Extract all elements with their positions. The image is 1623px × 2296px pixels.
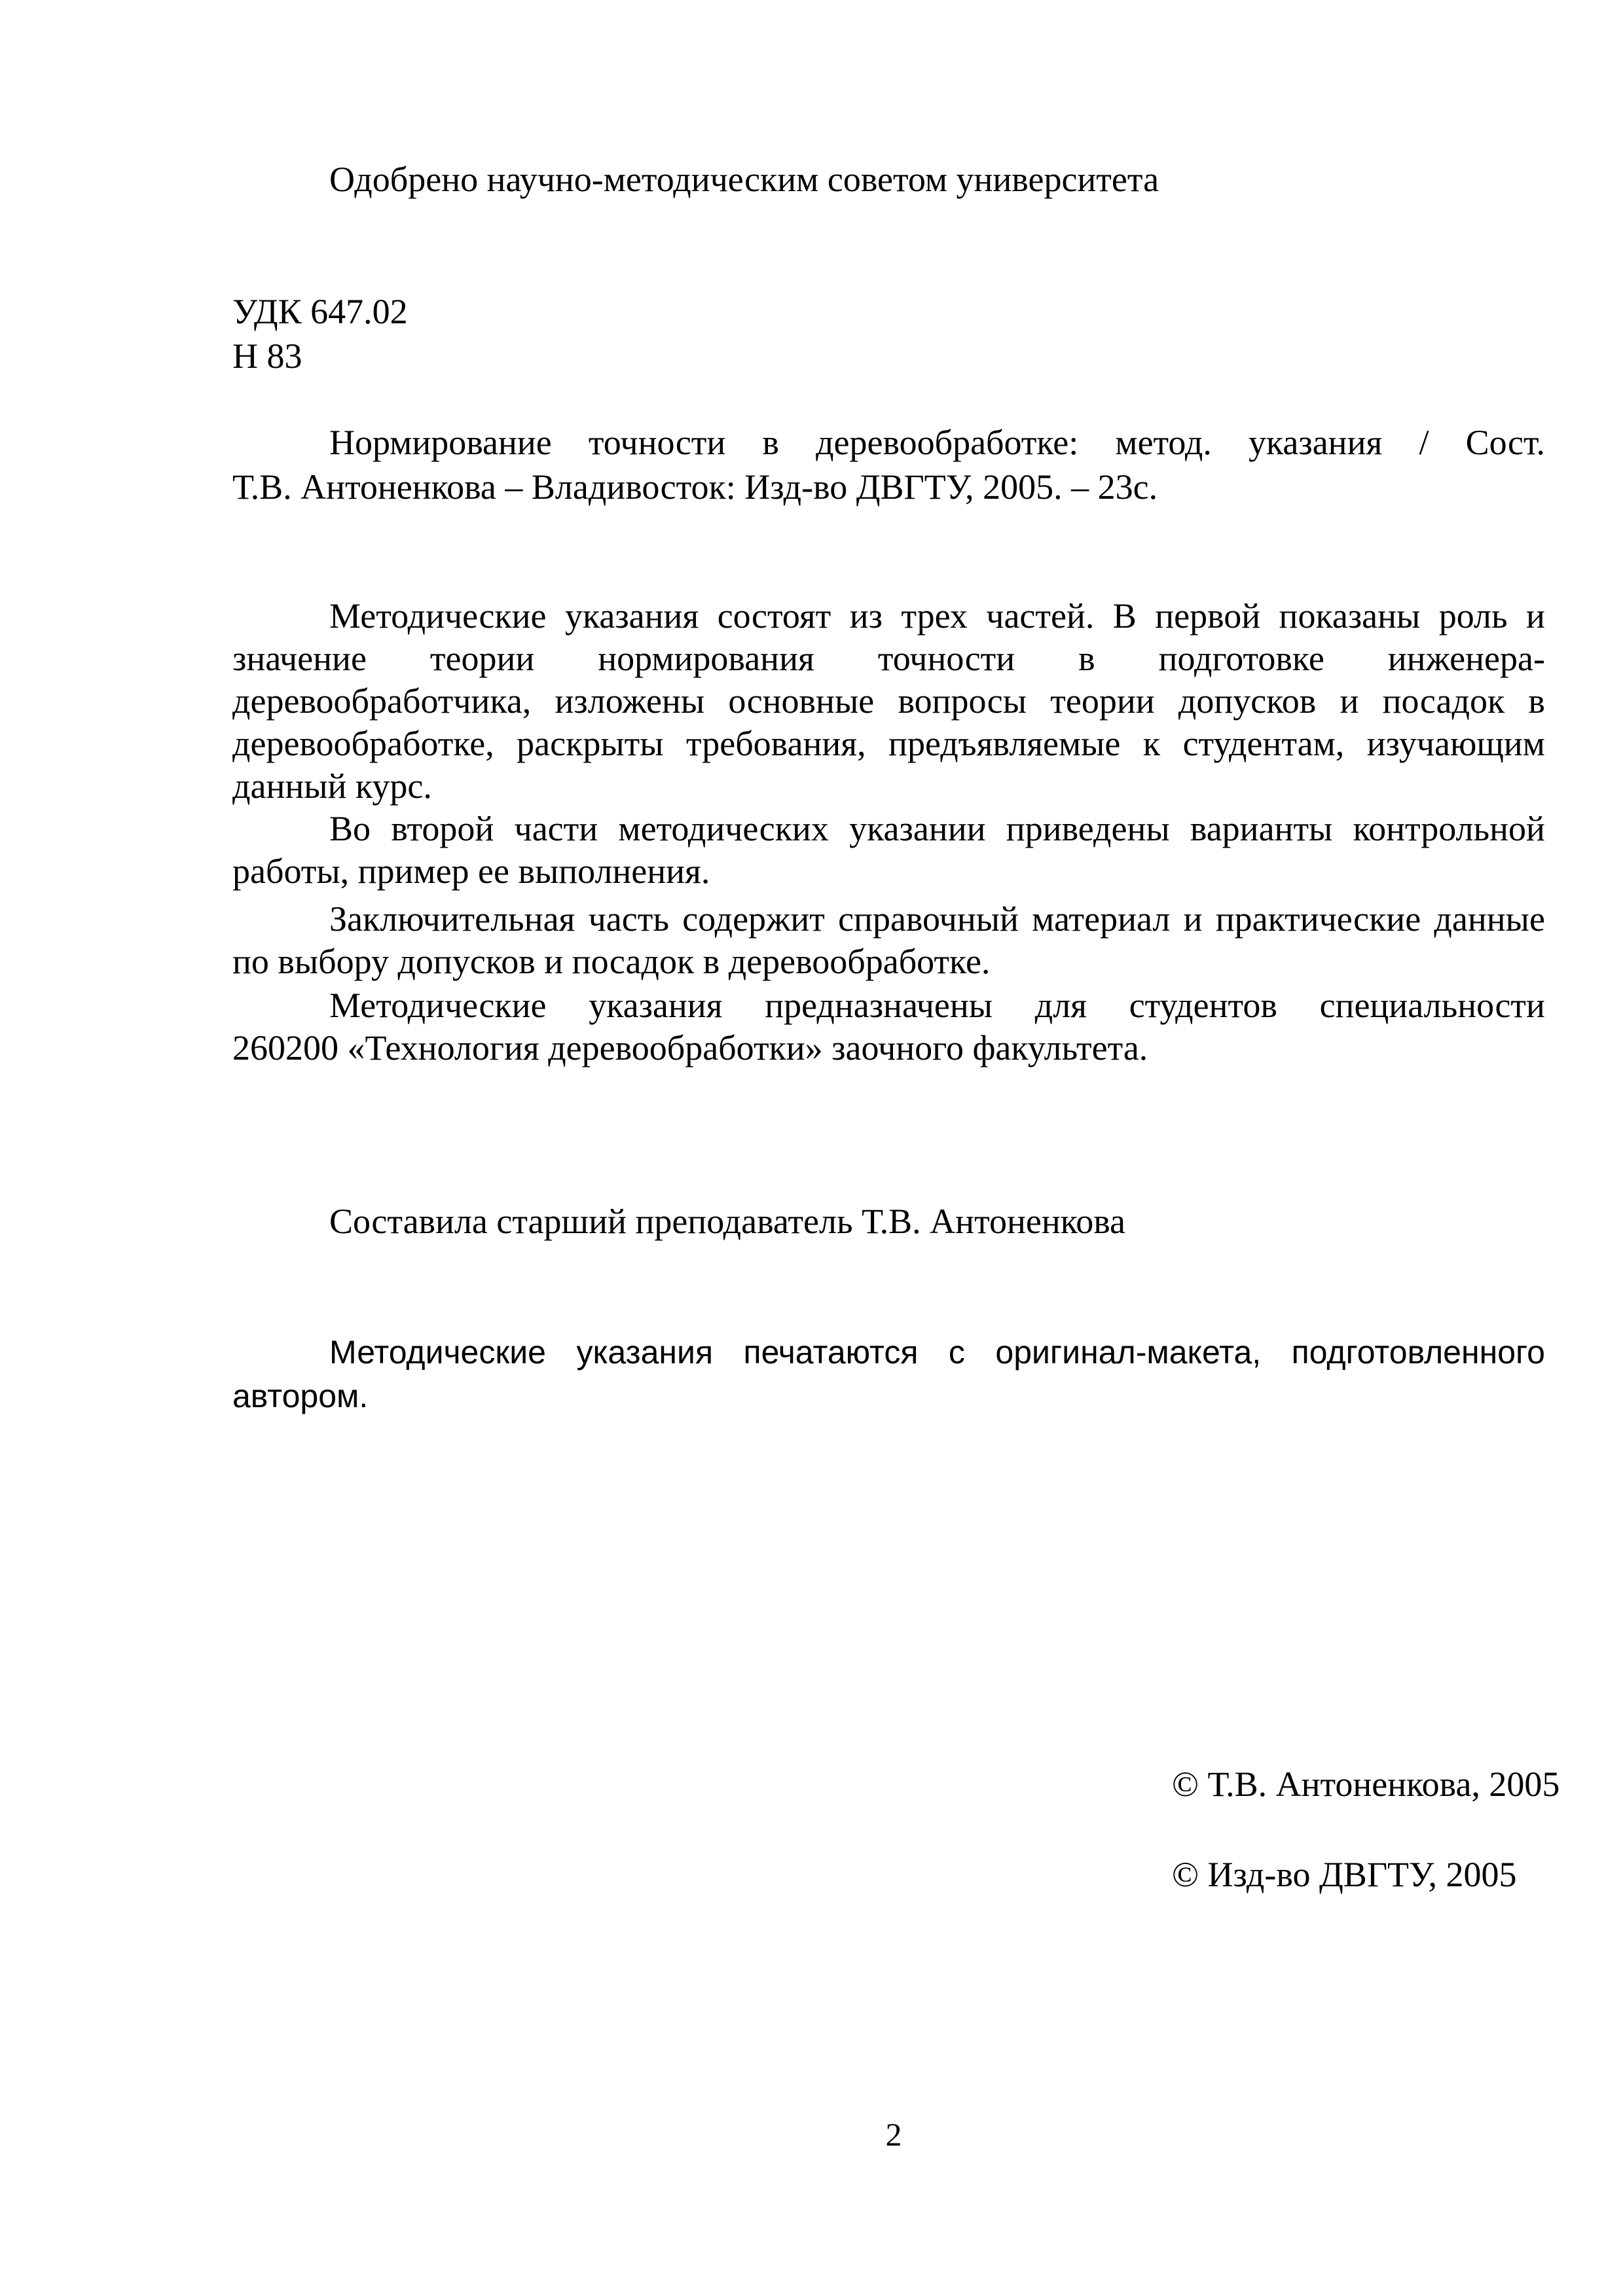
word: трех (901, 596, 968, 636)
word: инженера- (1387, 639, 1545, 678)
abstract-p1-line-5: данный курс. (232, 766, 432, 806)
word: подготовке (1158, 639, 1324, 678)
word: оригинал-макета, (995, 1334, 1262, 1371)
page-number: 2 (885, 2116, 902, 2153)
word: указании (849, 809, 986, 848)
word: варианты (1190, 809, 1333, 848)
word: первой (1155, 596, 1261, 636)
word: практические (1215, 899, 1421, 939)
abstract-p3-line-1 (329, 895, 1545, 942)
approval-line: Одобрено научно-методическим советом университета (329, 160, 1159, 199)
word: студентов (1129, 986, 1277, 1025)
word: Методические (329, 1334, 546, 1371)
word: для (1034, 986, 1087, 1025)
word: роль (1438, 596, 1508, 636)
author-mark: Н 83 (232, 336, 302, 376)
word: в (1528, 681, 1545, 721)
word: / (1419, 423, 1429, 462)
word: и (1183, 899, 1203, 939)
word: студентам, (1182, 724, 1345, 763)
word: части (514, 809, 598, 848)
word: предъявляемые (888, 724, 1121, 763)
abstract-p1-line-4 (232, 720, 1545, 767)
word: деревообработке, (232, 724, 494, 763)
word: содержит (682, 899, 825, 939)
word: данные (1434, 899, 1545, 939)
bibliographic-line-2: Т.В. Антоненкова – Владивосток: Изд-во ДВГТУ, 2005. – 23с. (232, 467, 1158, 507)
word: к (1142, 724, 1161, 763)
copyright-author: © Т.В. Антоненкова, 2005 (1172, 1765, 1560, 1804)
word: Сост. (1465, 423, 1545, 462)
compiler-line: Составила старший преподаватель Т.В. Антоненкова (329, 1202, 1125, 1241)
udk-code: УДК 647.02 (232, 292, 408, 331)
word: изложены (555, 681, 705, 721)
print-note-line-1 (329, 1329, 1545, 1376)
word: точности (588, 423, 726, 462)
word: Заключительная (329, 899, 575, 939)
word: методических (618, 809, 829, 848)
word: допусков (1178, 681, 1317, 721)
abstract-p1-line-2 (232, 635, 1545, 682)
word: раскрыты (517, 724, 664, 763)
word: точности (877, 639, 1015, 678)
word: печатаются (743, 1334, 919, 1371)
word: теории (1050, 681, 1155, 721)
word: из (849, 596, 883, 636)
word: состоят (717, 596, 831, 636)
word: контрольной (1353, 809, 1545, 848)
word: приведены (1006, 809, 1170, 848)
word: вопросы (898, 681, 1027, 721)
abstract-p2-line-1 (329, 805, 1545, 852)
word: посадок (1382, 681, 1505, 721)
abstract-p4-line-1 (329, 982, 1545, 1029)
word: теории (429, 639, 535, 678)
word: Методические (329, 986, 547, 1025)
word: нормирования (598, 639, 814, 678)
word: указания (589, 986, 723, 1025)
word: предназначены (765, 986, 993, 1025)
word: материал (1032, 899, 1171, 939)
word: указания (1249, 423, 1383, 462)
word: требования, (685, 724, 866, 763)
abstract-p1-line-1 (329, 592, 1545, 639)
word: частей. (986, 596, 1095, 636)
word: В (1112, 596, 1137, 636)
abstract-p1-line-3 (232, 677, 1545, 725)
word: показаны (1279, 596, 1421, 636)
abstract-p2-line-2: работы, пример ее выполнения. (232, 852, 710, 891)
word: значение (232, 639, 367, 678)
word: справочный (838, 899, 1019, 939)
copyright-publisher: © Изд-во ДВГТУ, 2005 (1172, 1855, 1517, 1894)
word: указания (564, 596, 699, 636)
word: и (1526, 596, 1545, 636)
word: специальности (1319, 986, 1545, 1025)
word: второй (391, 809, 494, 848)
abstract-p4-line-2: 260200 «Технология деревообработки» заочного факультета. (232, 1028, 1148, 1067)
word: указания (576, 1334, 714, 1371)
word: Методические (329, 596, 547, 636)
abstract-p3-line-2: по выбору допусков и посадок в деревообработке. (232, 942, 991, 981)
word: Нормирование (329, 423, 552, 462)
word: в (1078, 639, 1095, 678)
word: подготовленного (1291, 1334, 1545, 1371)
word: с (948, 1334, 965, 1371)
word: в (762, 423, 779, 462)
bibliographic-line-1 (329, 419, 1545, 466)
word: изучающим (1366, 724, 1545, 763)
word: метод. (1115, 423, 1212, 462)
word: Во (329, 809, 371, 848)
word: деревообработке: (816, 423, 1079, 462)
print-note-line-2: автором. (232, 1378, 369, 1414)
word: и (1340, 681, 1359, 721)
word: основные (728, 681, 875, 721)
word: часть (588, 899, 669, 939)
word: деревообработчика, (232, 681, 532, 721)
